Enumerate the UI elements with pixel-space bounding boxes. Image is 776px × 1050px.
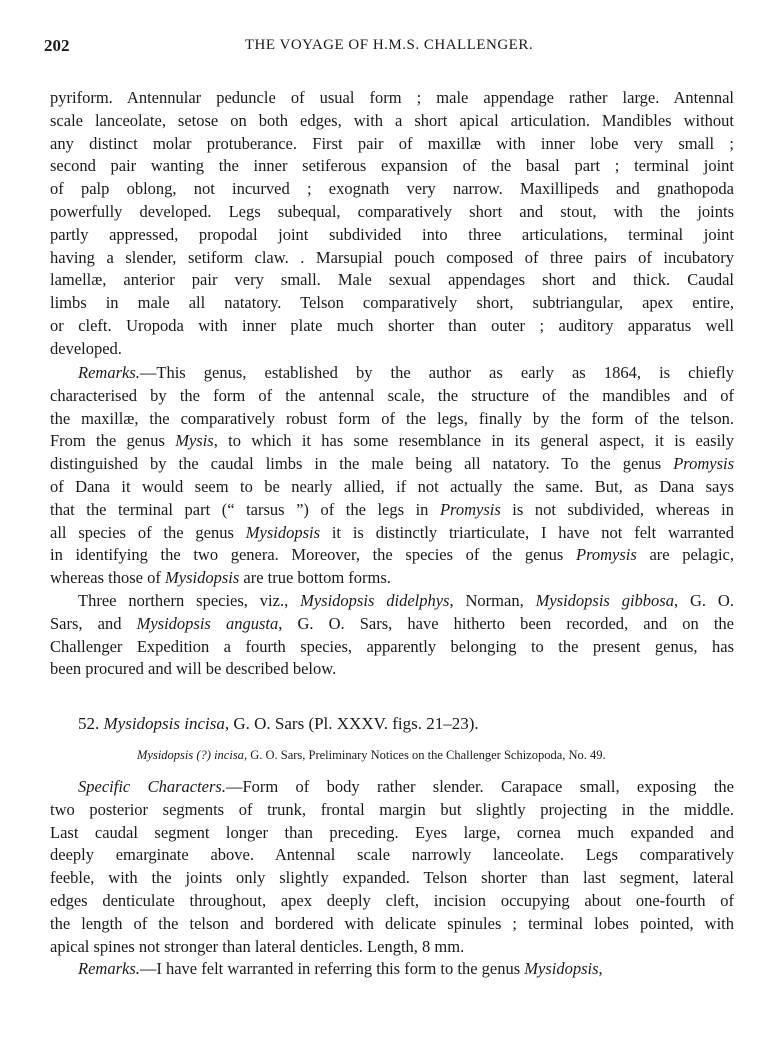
text-run: is not subdivided, whereas in <box>500 499 734 519</box>
text-run: all species of the genus <box>50 522 246 542</box>
text-line <box>50 133 734 156</box>
text-run: whereas those of <box>50 568 166 588</box>
text-run: Sars, and <box>50 613 137 633</box>
italic-text: Mysidopsis angusta <box>136 613 279 633</box>
text-run: second pair wanting the inner setiferous expansion of the basal part ; terminal joint <box>50 156 734 176</box>
text-line <box>50 338 734 361</box>
italic-text: Mysidopsis <box>165 568 240 588</box>
text-line <box>50 613 734 636</box>
text-line <box>50 799 734 822</box>
text-run: From the genus <box>50 431 176 451</box>
text-run: having a slender, setiform claw. . Marsupial pouch composed of three pairs of incubatory <box>50 247 734 267</box>
text-line <box>50 567 734 590</box>
species-number: 52. <box>78 714 104 733</box>
text-line <box>50 822 734 845</box>
text-run: scale lanceolate, setose on both edges, with a short apical articulation. Mandibles without <box>50 110 734 130</box>
text-run: , Norman, <box>449 590 536 610</box>
text-run: partly appressed, propodal joint subdivided into three articulations, terminal joint <box>50 224 734 244</box>
text-line <box>50 890 734 913</box>
synonymy-citation <box>137 748 606 763</box>
italic-text: Mysidopsis <box>245 522 320 542</box>
italic-text: Specific Characters. <box>78 777 226 796</box>
text-line <box>50 362 734 385</box>
text-run: any distinct molar protuberance. First pair of maxillæ with inner lobe very small ; <box>50 133 734 153</box>
text-line <box>50 522 734 545</box>
text-line <box>50 87 734 110</box>
italic-text: Promysis <box>673 454 734 474</box>
text-run: two posterior segments of trunk, frontal margin but slightly projecting in the middle. <box>50 799 734 819</box>
text-line <box>50 544 734 567</box>
italic-text: Remarks. <box>78 363 140 382</box>
text-run: of Dana it would seem to be nearly allied, if not actually the same. But, as Dana says <box>50 476 734 496</box>
specific-characters-paragraph <box>50 776 734 981</box>
italic-text: Promysis <box>576 545 637 565</box>
text-run: pyriform. Antennular peduncle of usual form ; male appendage rather large. Antennal <box>50 88 734 107</box>
text-run: , G. O. Sars, have hitherto been recorded, and on the <box>278 613 734 633</box>
text-run: edges denticulate throughout, apex deeply cleft, incision occupying about one-fourth of <box>50 890 734 910</box>
text-run: are pelagic, <box>636 545 734 565</box>
text-run: been procured and will be described below. <box>50 659 337 679</box>
italic-text: Mysidopsis didelphys <box>300 590 450 610</box>
text-line <box>50 201 734 224</box>
text-run: in identifying the two genera. Moreover, the species of the genus <box>50 545 576 565</box>
citation-rest: , G. O. Sars, Preliminary Notices on the Challenger Schizopoda, No. 49. <box>243 748 606 762</box>
text-run: it is distinctly triarticulate, I have not felt warranted <box>320 522 734 542</box>
text-line <box>50 658 734 681</box>
text-line <box>50 178 734 201</box>
species-heading <box>78 714 479 734</box>
text-line <box>50 430 734 453</box>
italic-text: Mysidopsis gibbosa <box>535 590 674 610</box>
text-line <box>50 476 734 499</box>
running-title: THE VOYAGE OF H.M.S. CHALLENGER. <box>244 37 534 53</box>
text-line <box>50 155 734 178</box>
text-run: the length of the telson and bordered with delicate spinules ; terminal lobes pointed, with <box>50 913 734 933</box>
text-run: Challenger Expedition a fourth species, apparently belonging to the present genus, has <box>50 636 734 656</box>
text-run: lamellæ, anterior pair very small. Male sexual appendages short and thick. Caudal <box>50 270 734 290</box>
text-line <box>50 776 734 799</box>
species-heading-rest: , G. O. Sars (Pl. XXXV. figs. 21–23). <box>224 714 479 733</box>
text-run: of palp oblong, not incurved ; exognath very narrow. Maxillipeds and gnathopoda <box>50 179 734 199</box>
text-line <box>50 453 734 476</box>
text-run: are true bottom forms. <box>239 568 391 588</box>
text-run: Three northern species, viz., <box>78 590 301 610</box>
text-line <box>50 958 734 981</box>
italic-text: Mysis <box>175 431 214 451</box>
text-line <box>50 867 734 890</box>
text-run: feeble, with the joints only slightly expanded. Telson shorter than last segment, lateral <box>50 868 734 888</box>
text-line <box>50 292 734 315</box>
text-line <box>50 636 734 659</box>
text-run: developed. <box>50 338 122 358</box>
text-line <box>50 408 734 431</box>
text-run: distinguished by the caudal limbs in the male being all natatory. To the genus <box>50 454 674 474</box>
text-line <box>50 913 734 936</box>
text-line <box>50 590 734 613</box>
species-name: Mysidopsis incisa <box>103 714 225 733</box>
text-line <box>50 110 734 133</box>
text-run: , G. O. <box>673 590 734 610</box>
text-run: characterised by the form of the antennal scale, the structure of the mandibles and of <box>50 385 734 405</box>
text-run: powerfully developed. Legs subequal, comparatively short and stout, with the joints <box>50 201 734 221</box>
text-line <box>50 936 734 959</box>
text-line <box>50 315 734 338</box>
remarks-paragraphs <box>50 362 734 681</box>
text-run: or cleft. Uropoda with inner plate much shorter than outer ; auditory apparatus well <box>50 315 734 335</box>
running-header <box>44 36 734 58</box>
page-number: 202 <box>44 36 70 55</box>
genus-diagnosis-paragraph <box>50 87 734 361</box>
text-line <box>50 499 734 522</box>
italic-text: Mysidopsis, <box>524 959 603 979</box>
text-run: , to which it has some resemblance in its general aspect, it is easily <box>213 431 734 451</box>
italic-text: Promysis <box>439 499 501 519</box>
text-run: that the terminal part (“ tarsus ”) of the legs in <box>50 499 440 519</box>
text-line <box>50 224 734 247</box>
text-run: —This genus, established by the author as early as 1864, is chiefly <box>139 363 734 382</box>
italic-text: Remarks. <box>78 959 140 979</box>
text-run: the maxillæ, the comparatively robust form of the legs, finally by the form of the telson. <box>50 408 734 428</box>
text-line <box>50 844 734 867</box>
text-run: apical spines not stronger than lateral denticles. Length, 8 mm. <box>50 936 465 956</box>
citation-name: Mysidopsis (?) incisa <box>137 748 244 762</box>
text-run: limbs in male all natatory. Telson comparatively short, subtriangular, apex entire, <box>50 293 734 313</box>
text-run: —I have felt warranted in referring this form to the genus <box>139 959 525 979</box>
text-line <box>50 247 734 270</box>
text-run: Last caudal segment longer than preceding. Eyes large, cornea much expanded and <box>50 822 734 842</box>
text-run: deeply emarginate above. Antennal scale narrowly lanceolate. Legs comparatively <box>50 845 734 865</box>
text-run: —Form of body rather slender. Carapace small, exposing the <box>225 777 734 796</box>
text-line <box>50 385 734 408</box>
text-line <box>50 269 734 292</box>
